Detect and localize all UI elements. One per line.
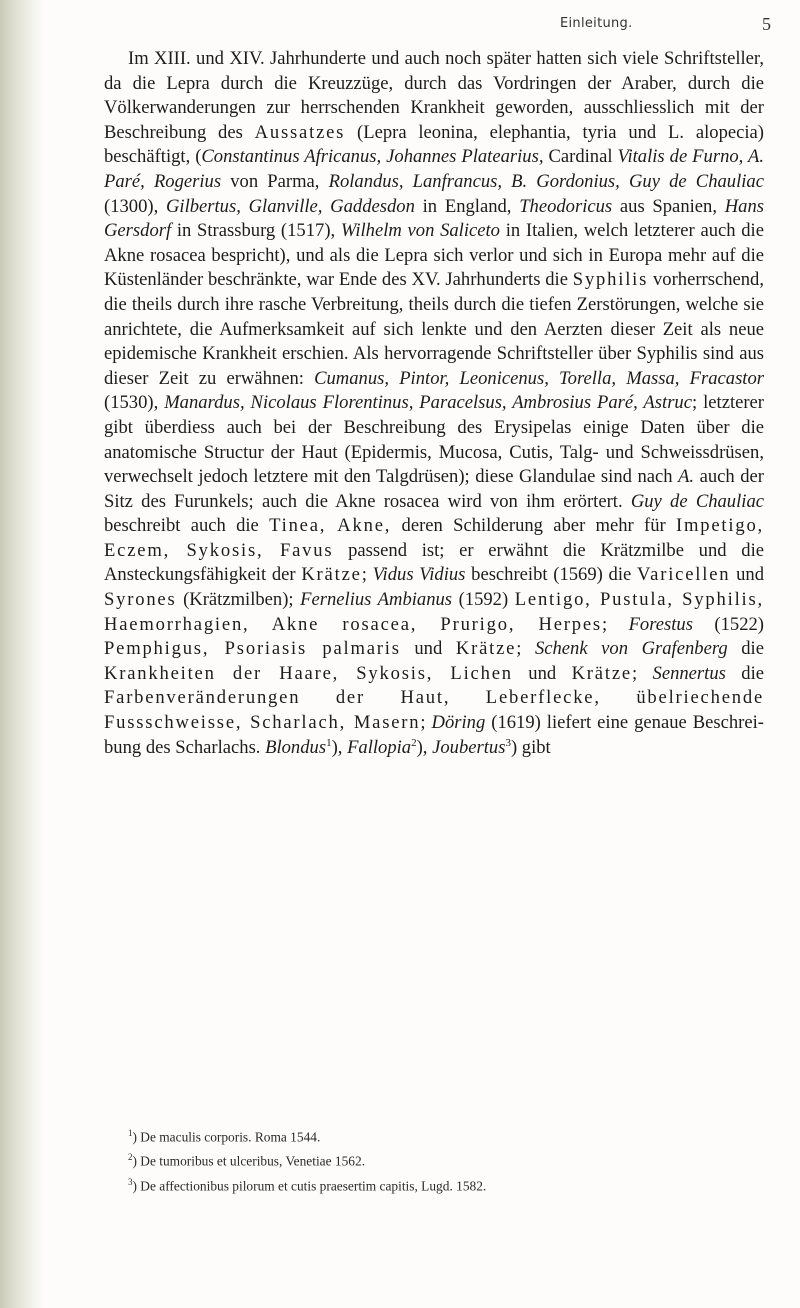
text-run: (Krätzmilben); <box>176 589 301 611</box>
author-name: Hans Gersdorf <box>104 195 764 242</box>
footnote-3 <box>128 1172 768 1196</box>
author-name: Cumanus, Pintor, Leonicenus, Torella, Massa, Fracastor <box>314 367 765 389</box>
text-run: und <box>400 638 456 660</box>
author-name: Manardus, Nicolaus Florentinus, Paracelsus, Ambrosius Paré, Astruc <box>164 392 692 414</box>
text-run: beschreibt (1569) die <box>465 564 637 586</box>
text-run: passend ist; er erwähnt die Krätzmilbe und die Ansteckungsfähigkeit der <box>104 539 765 586</box>
spaced-term: Krätze <box>571 662 632 684</box>
text-run: vorherrschend, die theils durch ihre rasche Verbreitung, theils durch die tiefen Zerstörungen, welche sie anrichtete, die Aufmerksamkeit auf sich lenkte und den Aerzten dieser Zeit als neue epidemische Krankheit erschien. Als hervorragende Schriftsteller über Syphilis sind aus dieser Zeit zu erwähnen: <box>104 269 764 389</box>
text-run: in Italien, welch letzterer auch die Akne rosacea bespricht), und als die Lepra sich verlor und sich in Europa mehr auf die Küstenländer beschränkte, war Ende des XV. Jahrhunderts die <box>104 220 764 291</box>
author-name: Theodoricus <box>519 195 613 217</box>
footnote-mark: 1 <box>128 1128 133 1138</box>
text-run: ) gibt <box>510 736 551 758</box>
footnotes <box>128 1123 768 1196</box>
text-run: von Parma, <box>221 170 329 192</box>
text-run: (1300), <box>104 195 166 217</box>
text-run: auch der Sitz des Furunkels; auch die Akne rosacea wird von ihm erörtert. <box>104 466 764 512</box>
footnote-ref[interactable]: 1 <box>326 736 332 749</box>
spaced-term: Krankheiten der Haare, Sykosis, Lichen <box>104 662 513 684</box>
author-name: Rolandus, Lanfrancus, B. Gordonius, Guy de Chauliac <box>328 170 764 192</box>
text-run: (Lepra leonina, elephantia, tyria und L. alopecia) beschäftigt, ( <box>104 121 764 168</box>
text-run: ), <box>416 736 433 758</box>
text-run: ; <box>631 662 653 684</box>
author-name: Vidus Vidius <box>372 564 466 586</box>
page-spine-shadow <box>0 0 44 1308</box>
author-name: Sennertus <box>652 662 726 684</box>
text-run: die <box>725 662 764 684</box>
footnote-2 <box>128 1147 768 1171</box>
spaced-term: Krätze <box>455 638 517 660</box>
author-name: Blondus <box>265 736 327 758</box>
text-run: ), <box>331 736 348 758</box>
text-run: ; letzterer gibt überdiess auch bei der Beschreibung des Erysipelas einige Daten über die anatomische Structur der Haut (Epidermis, Mucosa, Cutis, Talg- und Schweissdrüsen, verwechselt jedoch letztere mit den Talgdrüsen); diese Glandulae sind nach <box>104 392 765 488</box>
text-run: ; <box>420 712 432 734</box>
text-run: und <box>512 662 572 684</box>
text-run: die <box>727 638 764 660</box>
author-name: Guy de Chauliac <box>630 490 764 512</box>
text-run: deren Schilderung aber mehr für <box>391 515 677 537</box>
author-name: Wilhelm von Saliceto <box>340 220 500 242</box>
running-head: Einleitung. <box>560 16 633 31</box>
footnote-1 <box>128 1123 768 1147</box>
text-run: (1530), <box>104 392 165 414</box>
spaced-term: Impetigo, Eczem, Sykosis, Favus <box>104 515 765 561</box>
footnote-text: ) De affectionibus pilorum et cutis praesertim capitis, Lugd. 1582. <box>132 1178 487 1194</box>
page-number: 5 <box>762 14 771 34</box>
footnote-text: ) De tumoribus et ulceribus, Venetiae 1562. <box>132 1153 366 1169</box>
spaced-term: Farbenveränderungen der Haut, Leberflecke, übelriechende Fussschweisse, Scharlach, Masern <box>104 687 764 734</box>
text-run: in Strassburg (1517), <box>171 220 341 242</box>
footnote-mark: 2 <box>128 1152 133 1163</box>
author-name: Döring <box>431 712 486 734</box>
spaced-term: Syphilis <box>572 269 649 291</box>
text-run: (1522) <box>692 613 764 635</box>
spaced-term: Varicellen <box>637 564 731 586</box>
spaced-term: Tinea, Akne, <box>269 515 392 537</box>
author-name: Joubertus <box>432 736 506 758</box>
text-run: Cardinal <box>543 146 618 168</box>
author-name: Schenk von Grafenberg <box>534 638 728 660</box>
text-run: ; <box>361 564 373 586</box>
text-run: aus Spanien, <box>612 195 725 217</box>
text-run: (1592) <box>452 589 515 611</box>
author-name: Forestus <box>628 613 693 635</box>
text-run: und <box>730 564 764 586</box>
author-name: A. <box>678 466 695 488</box>
author-name: Constantinus Africanus, Johannes Platearius, <box>201 146 544 168</box>
footnote-ref[interactable]: 2 <box>411 736 417 749</box>
footnote-ref[interactable]: 3 <box>505 736 511 749</box>
text-run: Im XIII. und XIV. Jahrhunderte und auch noch später hatten sich viele Schriftsteller, da die Lepra durch die Kreuzzüge, durch das Vordringen der Araber, durch die Völkerwanderungen zur herrschenden Krankheit geworden, ausschliesslich mit der Beschreibung des <box>104 48 764 143</box>
text-run: ; <box>601 613 629 635</box>
text-run: (1619) liefert eine genaue Beschreibung des Scharlachs. <box>104 712 764 758</box>
author-name: Fernelius Ambianus <box>300 589 453 611</box>
main-paragraph <box>104 47 764 760</box>
spaced-term: Lentigo, Pustula, Syphilis, Haemorrhagien, Akne rosacea, Prurigo, Herpes <box>104 589 764 635</box>
spaced-term: Pemphigus, Psoriasis palmaris <box>104 638 401 660</box>
main-text-block <box>104 47 764 760</box>
spaced-term: Krätze <box>301 564 362 586</box>
footnote-text: ) De maculis corporis. Roma 1544. <box>132 1129 321 1145</box>
text-run: ; <box>516 638 535 660</box>
author-name: Fallopia <box>347 736 412 758</box>
footnote-mark: 3 <box>128 1176 133 1187</box>
spaced-term: Syrones <box>104 589 177 611</box>
author-name: Gilbertus, Glanville, Gaddesdon <box>165 195 415 217</box>
spaced-term: Aussatzes <box>254 121 346 143</box>
author-name: Vitalis de Furno, A. Paré, Rogerius <box>104 146 764 192</box>
text-run: in England, <box>414 195 520 217</box>
text-run: beschreibt auch die <box>104 515 270 537</box>
